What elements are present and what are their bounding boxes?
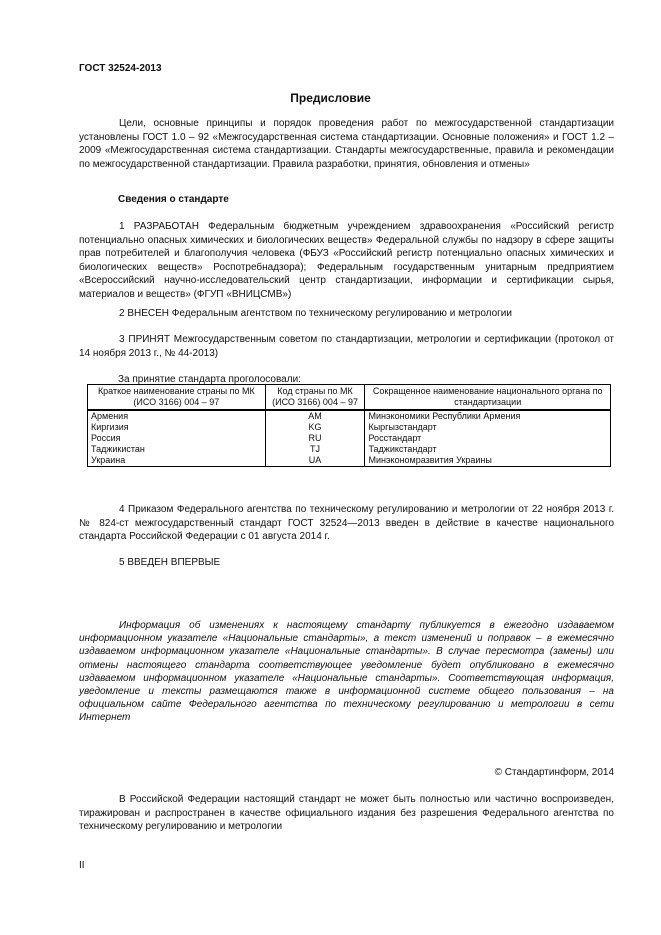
code-cell: TJ — [265, 444, 365, 455]
table-row — [88, 444, 611, 455]
country-cell: Украина — [88, 455, 266, 467]
header-body: Сокращенное наименование национального органа по стандартизации — [365, 385, 611, 411]
code-cell: KG — [265, 422, 365, 433]
table-row — [88, 422, 611, 433]
code-cell: UA — [265, 455, 365, 467]
standard-id-header: ГОСТ 32524-2013 — [79, 63, 162, 74]
section-subheading: Сведения о стандарте — [118, 194, 229, 205]
body-cell: Росстандарт — [365, 433, 611, 444]
body-cell: Кыргызстандарт — [365, 422, 611, 433]
item-first-time: 5 ВВЕДЕН ВПЕРВЫЕ — [119, 557, 221, 568]
header-code: Код страны по МК (ИСО 3166) 004 – 97 — [265, 385, 365, 411]
page-title: Предисловие — [290, 91, 371, 105]
vote-table — [87, 384, 611, 467]
page-number: II — [79, 860, 85, 871]
table-row — [88, 410, 611, 422]
vote-table-header-row — [88, 385, 611, 411]
country-cell: Киргизия — [88, 422, 266, 433]
item-adopted: 3 ПРИНЯТ Межгосударственным советом по стандартизации, метрологии и сертификации (протокол от 14 ноября 2013 г., № 44-2013) — [79, 334, 614, 359]
header-country: Краткое наименование страны по МК (ИСО 3166) 004 – 97 — [88, 385, 266, 411]
info-notice: Информация об изменениях к настоящему стандарту публикуется в ежегодно издаваемом информационном указателе «Национальные стандарты», а текст изменений и поправок – в ежемесячно издаваемом информационном указателе «Национальные стандарты». В случае пересмотра (замены) или отмены настоящего стандарта соответствующее уведомление будет опубликовано в ежемесячно издаваемом информационном указателе «Национальные стандарты». Соответствующая информация, уведомление и тексты размещаются также в информационной системе общего пользования – на официальном сайте Федерального агентства по техническому регулированию и метрологии в сети Интернет — [79, 620, 614, 724]
country-cell: Таджикистан — [88, 444, 266, 455]
table-row — [88, 433, 611, 444]
item-order: 4 Приказом Федерального агентства по техническому регулированию и метрологии от 22 ноября 2013 г. № 824-ст межгосударственный стандарт ГОСТ 32524—2013 введен в действие в качестве национального стандарта Российской Федерации с 01 августа 2014 г. — [79, 504, 614, 542]
body-cell: Таджикстандарт — [365, 444, 611, 455]
country-cell: Россия — [88, 433, 266, 444]
item-developed: 1 РАЗРАБОТАН Федеральным бюджетным учреждением здравоохранения «Российский регистр потенциально опасных химических и биологических веществ» Федеральной службы по надзору в сфере защиты прав потребителей и благополучия человека (ФБУЗ «Российский регистр потенциально опасных химических и биологических веществ» Роспотребнадзора); Федеральным государственным унитарным предприятием «Всероссийский научно-исследовательский центр стандартизации, информации и сертификации сырья, материалов и веществ» (ФГУП «ВНИЦСМВ») — [79, 221, 614, 300]
copyright-line: © Стандартинформ, 2014 — [494, 767, 614, 778]
table-row — [88, 455, 611, 467]
body-cell: Минэкономразвития Украины — [365, 455, 611, 467]
country-cell: Армения — [88, 410, 266, 422]
code-cell: AM — [265, 410, 365, 422]
code-cell: RU — [265, 433, 365, 444]
vote-intro: За принятие стандарта проголосовали: — [118, 374, 301, 385]
body-cell: Минэкономики Республики Армения — [365, 410, 611, 422]
intro-paragraph: Цели, основные принципы и порядок проведения работ по межгосударственной стандартизации установлены ГОСТ 1.0 – 92 «Межгосударственная система стандартизации. Основные положения» и ГОСТ 1.2 – 2009 «Межгосударственная система стандартизации. Стандарты межгосударственные, правила и рекомендации по межгосударственной стандартизации. Правила разработки, принятия, обновления и отмены» — [79, 118, 614, 170]
item-introduced: 2 ВНЕСЕН Федеральным агентством по техническому регулированию и метрологии — [119, 308, 512, 319]
reproduction-notice: В Российской Федерации настоящий стандарт не может быть полностью или частично воспроизведен, тиражирован и распространен в качестве официального издания без разрешения Федерального агентства по техническому регулированию и метрологии — [79, 794, 614, 832]
